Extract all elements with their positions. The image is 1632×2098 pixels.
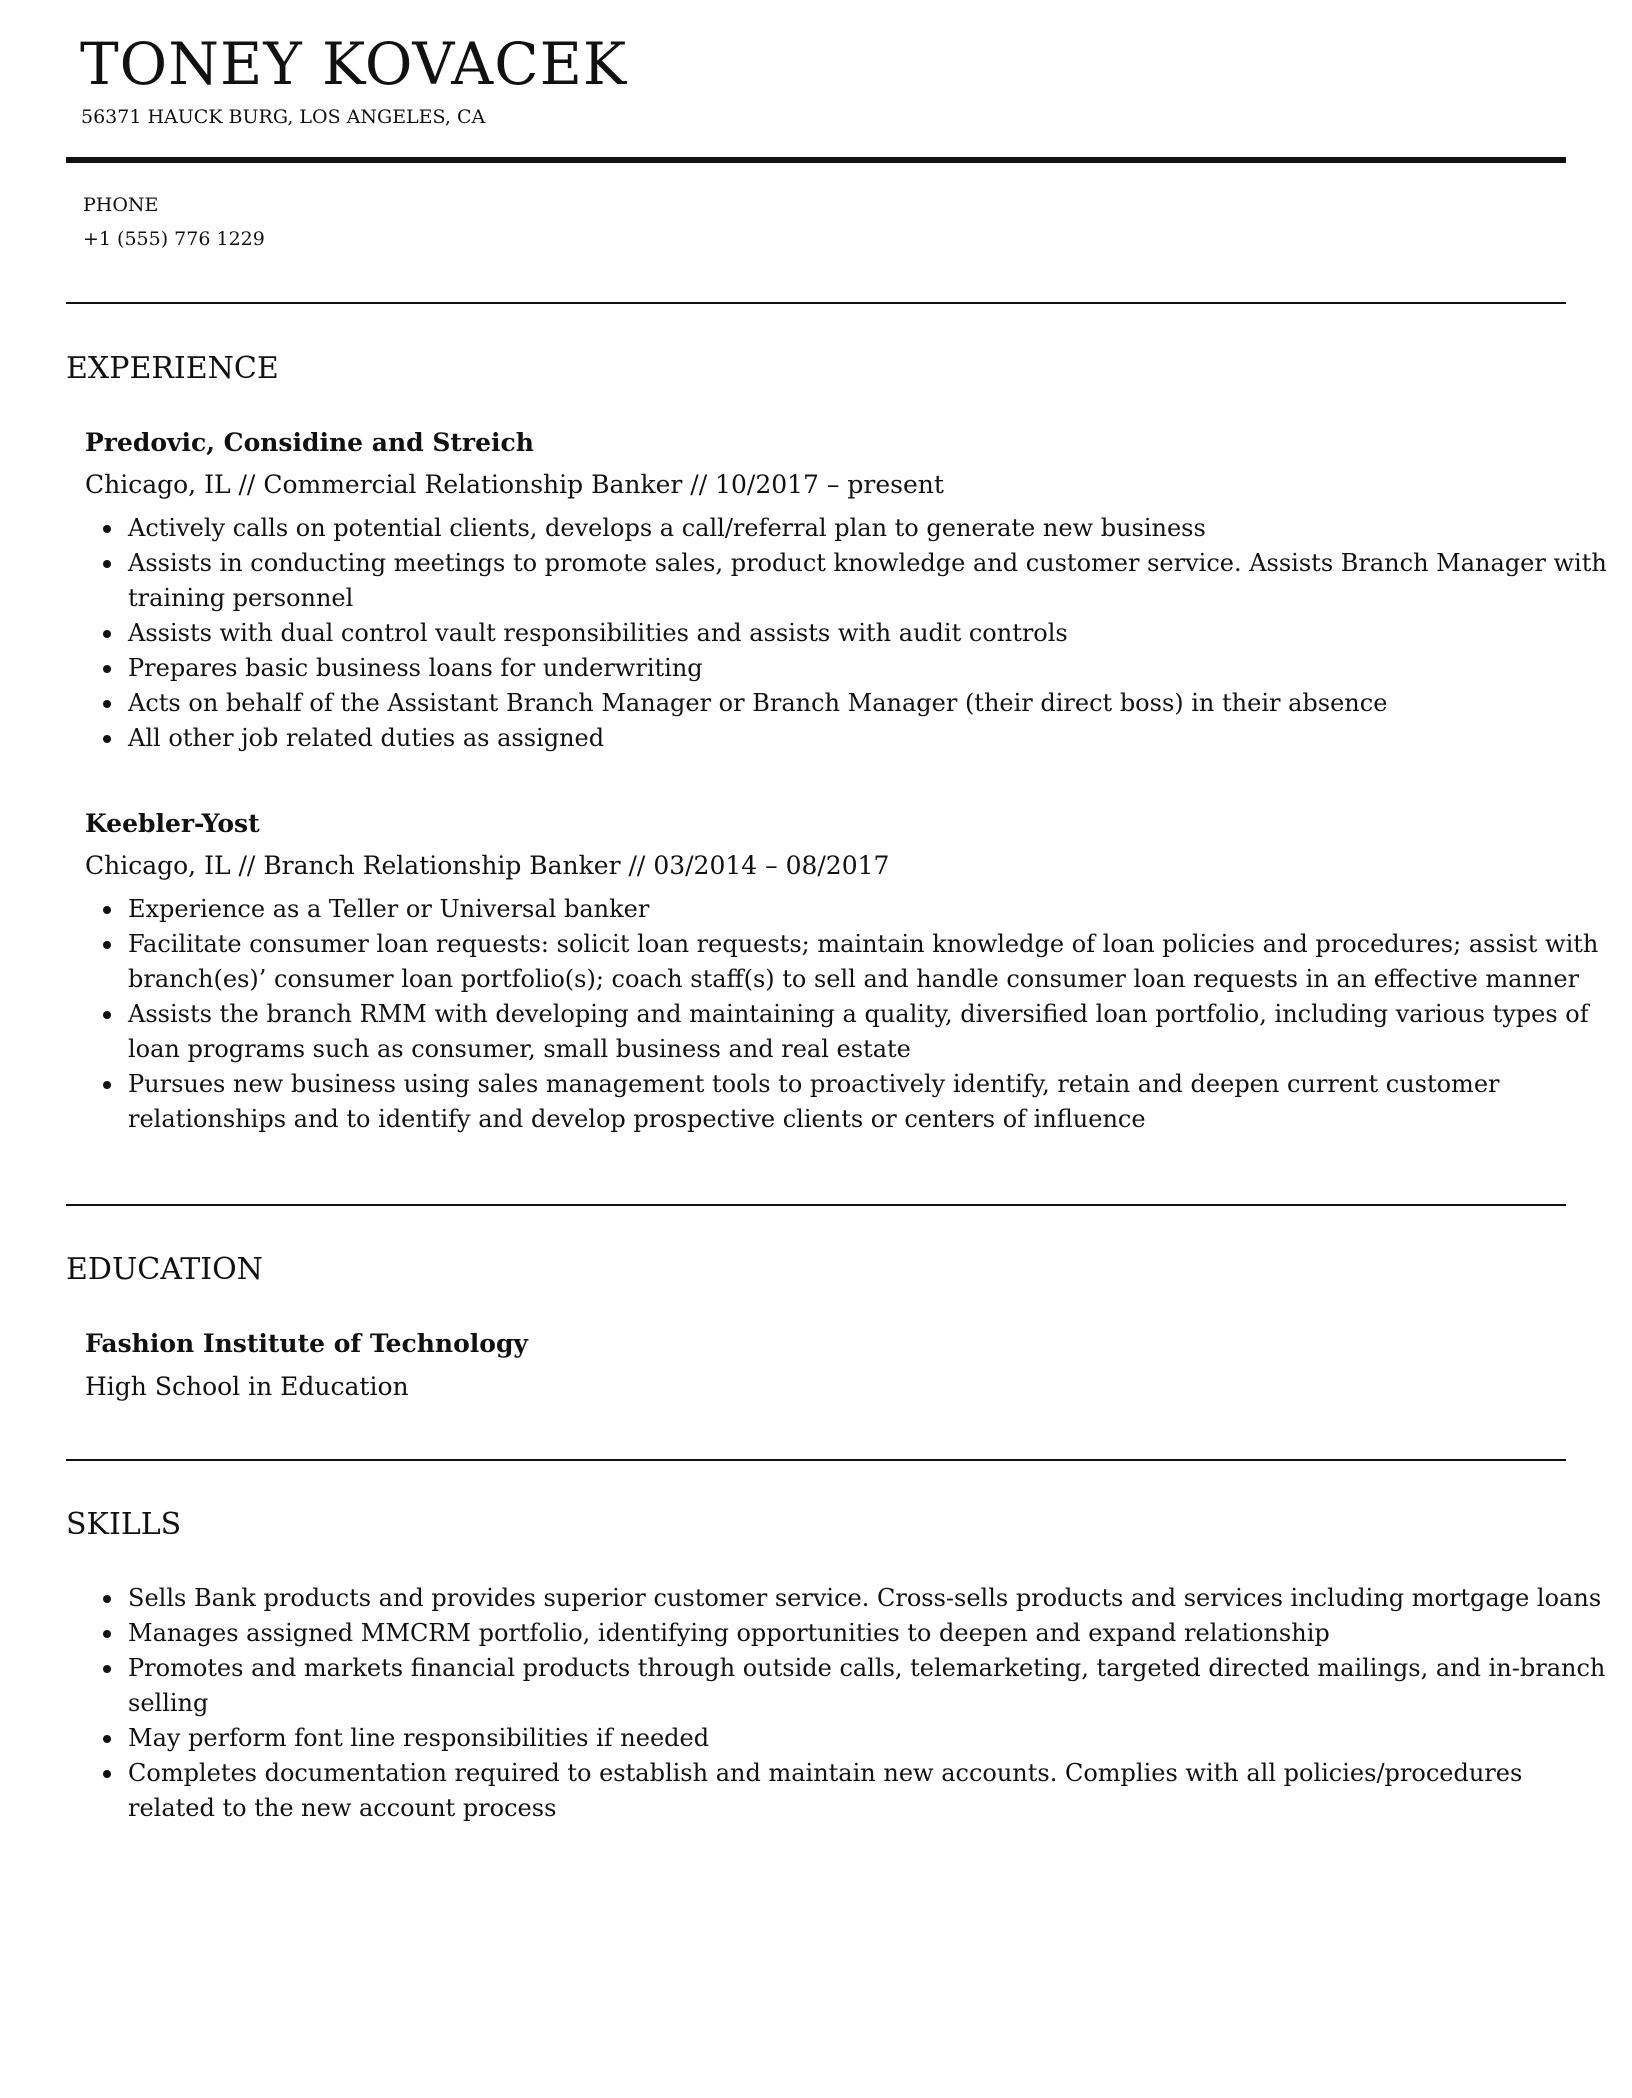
list-item: Experience as a Teller or Universal banker bbox=[128, 892, 1614, 927]
job-company: Predovic, Considine and Streich bbox=[85, 428, 534, 457]
job-dates: 03/2014 – 08/2017 bbox=[653, 851, 890, 880]
job-role: Branch Relationship Banker bbox=[263, 851, 621, 880]
phone-value: +1 (555) 776 1229 bbox=[83, 228, 265, 250]
list-item: Assists in conducting meetings to promote sales, product knowledge and customer service. Assists Branch Manager with training personnel bbox=[128, 546, 1614, 616]
section-divider bbox=[66, 1459, 1566, 1461]
candidate-address: 56371 HAUCK BURG, LOS ANGELES, CA bbox=[81, 106, 486, 128]
list-item: Completes documentation required to establish and maintain new accounts. Complies with all policies/procedures related to the new account process bbox=[128, 1756, 1614, 1826]
job-details: Chicago, IL // Branch Relationship Banker // 03/2014 – 08/2017 bbox=[85, 851, 890, 880]
job-company: Keebler-Yost bbox=[85, 809, 260, 838]
list-item: Actively calls on potential clients, develops a call/referral plan to generate new business bbox=[128, 511, 1614, 546]
job-bullet-list bbox=[85, 892, 1614, 1137]
school-name: Fashion Institute of Technology bbox=[85, 1329, 528, 1358]
skills-heading: SKILLS bbox=[66, 1507, 182, 1542]
job-bullet-list bbox=[85, 511, 1614, 756]
header-divider bbox=[66, 157, 1566, 163]
list-item: Assists with dual control vault responsibilities and assists with audit controls bbox=[128, 616, 1614, 651]
job-location: Chicago, IL bbox=[85, 470, 231, 499]
list-item: Sells Bank products and provides superior customer service. Cross-sells products and services including mortgage loans bbox=[128, 1581, 1614, 1616]
list-item: All other job related duties as assigned bbox=[128, 721, 1614, 756]
job-location: Chicago, IL bbox=[85, 851, 231, 880]
job-details: Chicago, IL // Commercial Relationship Banker // 10/2017 – present bbox=[85, 470, 944, 499]
section-divider bbox=[66, 1204, 1566, 1206]
education-heading: EDUCATION bbox=[66, 1252, 263, 1287]
degree: High School in Education bbox=[85, 1372, 409, 1401]
list-item: Assists the branch RMM with developing and maintaining a quality, diversified loan portfolio, including various types of loan programs such as consumer, small business and real estate bbox=[128, 997, 1614, 1067]
phone-label: PHONE bbox=[83, 194, 159, 216]
job-role: Commercial Relationship Banker bbox=[263, 470, 683, 499]
section-divider bbox=[66, 302, 1566, 304]
list-item: Manages assigned MMCRM portfolio, identifying opportunities to deepen and expand relationship bbox=[128, 1616, 1614, 1651]
list-item: Promotes and markets financial products through outside calls, telemarketing, targeted directed mailings, and in-branch selling bbox=[128, 1651, 1614, 1721]
experience-heading: EXPERIENCE bbox=[66, 351, 279, 386]
list-item: May perform font line responsibilities if needed bbox=[128, 1721, 1614, 1756]
candidate-name: TONEY KOVACEK bbox=[80, 30, 628, 98]
list-item: Acts on behalf of the Assistant Branch Manager or Branch Manager (their direct boss) in their absence bbox=[128, 686, 1614, 721]
list-item: Facilitate consumer loan requests: solicit loan requests; maintain knowledge of loan policies and procedures; assist with branch(es)’ consumer loan portfolio(s); coach staff(s) to sell and handle consumer loan requests in an effective manner bbox=[128, 927, 1614, 997]
list-item: Pursues new business using sales management tools to proactively identify, retain and deepen current customer relationships and to identify and develop prospective clients or centers of influence bbox=[128, 1067, 1614, 1137]
list-item: Prepares basic business loans for underwriting bbox=[128, 651, 1614, 686]
job-dates: 10/2017 – present bbox=[715, 470, 944, 499]
skills-list bbox=[85, 1581, 1614, 1826]
